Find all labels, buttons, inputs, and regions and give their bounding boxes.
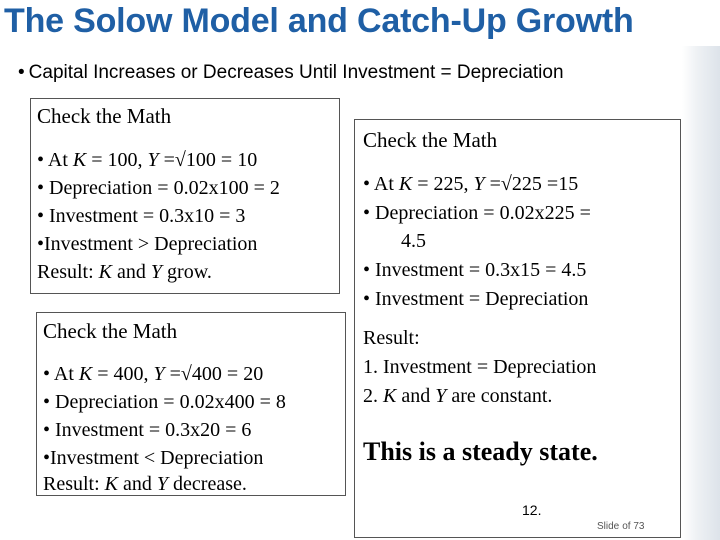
slide-title: The Solow Model and Catch-Up Growth [4, 2, 634, 40]
box-line: • Investment = Depreciation [363, 288, 589, 310]
box-line: • Investment = 0.3x10 = 3 [37, 205, 246, 227]
box-result-line: 2. K and Y are constant. [363, 385, 553, 407]
box-line: • At K = 225, Y =√225 =15 [363, 173, 579, 195]
box-line: • Investment = 0.3x15 = 4.5 [363, 259, 587, 281]
box-line: •Investment > Depreciation [37, 233, 258, 255]
box-line: • At K = 400, Y =√400 = 20 [43, 363, 264, 385]
box-result-line: 1. Investment = Depreciation [363, 356, 597, 378]
box-result-label: Result: [363, 327, 420, 349]
math-box-k400 [36, 312, 346, 496]
main-bullet-text: Capital Increases or Decreases Until Investment = Depreciation [28, 62, 564, 83]
slide-counter [597, 521, 645, 532]
math-box-k225 [354, 119, 681, 538]
box-line: •Investment < Depreciation [43, 447, 264, 469]
background-stripe [682, 45, 720, 540]
math-box-k100 [30, 98, 340, 294]
box-heading: Check the Math [363, 128, 498, 152]
main-bullet [18, 62, 564, 84]
page-number: 12. [522, 502, 542, 518]
box-line: • Depreciation = 0.02x400 = 8 [43, 391, 286, 413]
box-line: • Investment = 0.3x20 = 6 [43, 419, 252, 441]
box-heading: Check the Math [37, 104, 172, 128]
bullet-dot: • [18, 62, 25, 83]
steady-state-statement: This is a steady state. [363, 437, 598, 466]
box-result: Result: K and Y grow. [37, 261, 212, 283]
slide-total: of 73 [622, 521, 645, 532]
box-heading: Check the Math [43, 319, 178, 343]
box-line: • At K = 100, Y =√100 = 10 [37, 149, 258, 171]
box-result: Result: K and Y decrease. [43, 473, 247, 495]
box-line: • Depreciation = 0.02x100 = 2 [37, 177, 280, 199]
slide-label: Slide [597, 521, 620, 532]
title-band [0, 0, 720, 46]
box-line: • Depreciation = 0.02x225 = [363, 202, 591, 224]
box-line: 4.5 [401, 230, 426, 252]
